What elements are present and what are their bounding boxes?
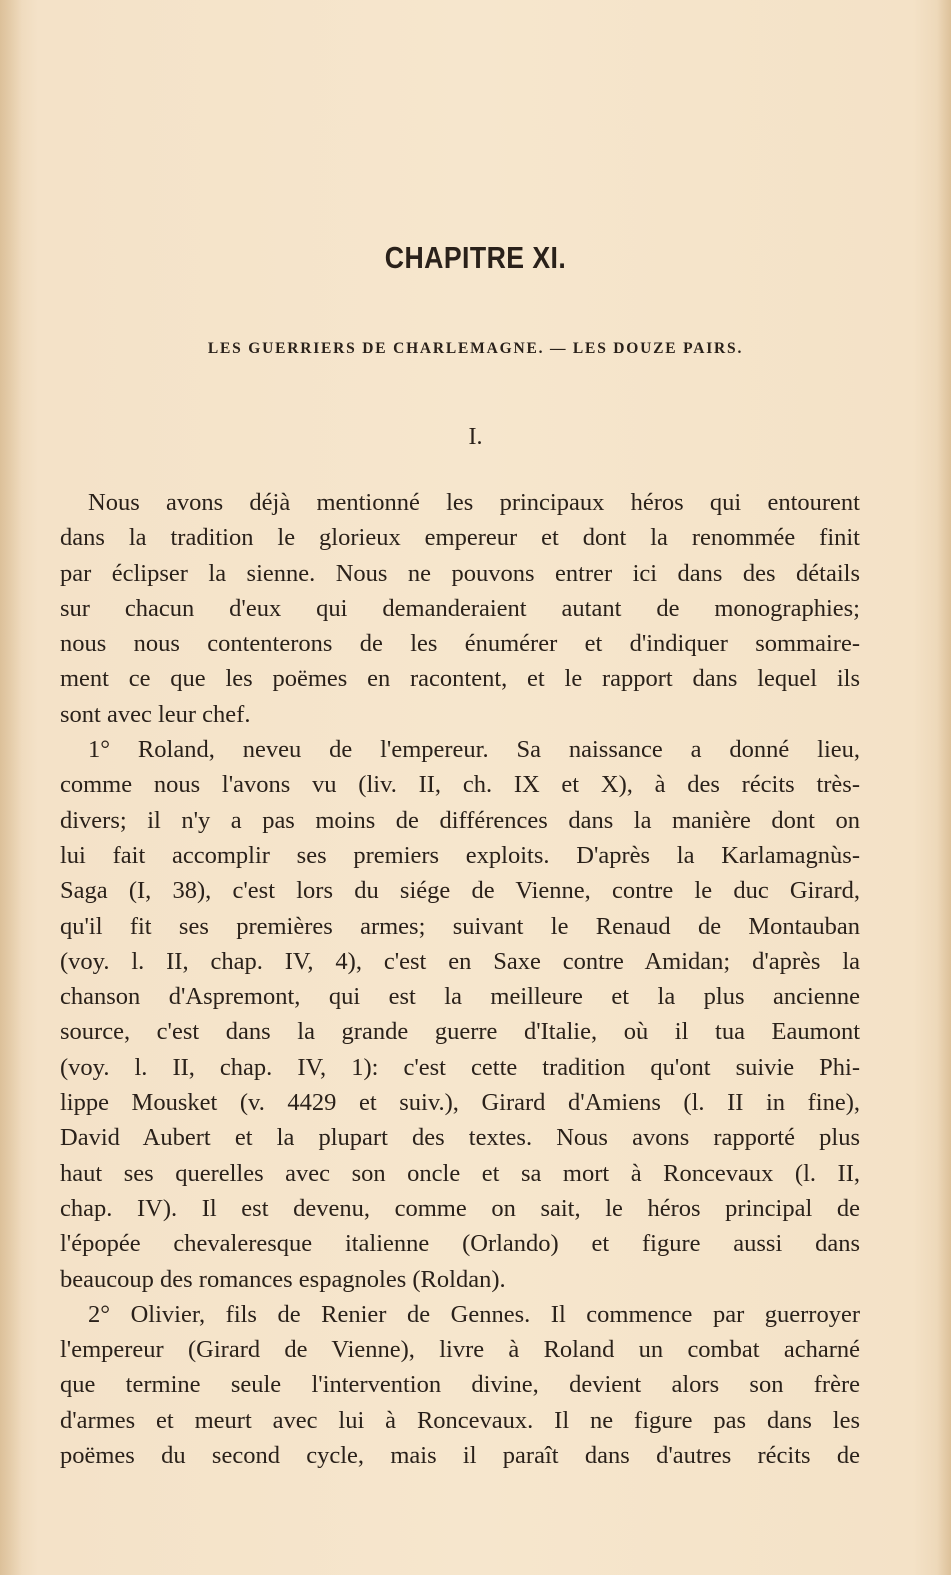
text-line: que termine seule l'intervention divine, devient alors son frère	[60, 1371, 860, 1399]
text-line: Saga (I, 38), c'est lors du siége de Vienne, contre le duc Girard,	[60, 877, 860, 905]
text-line: sur chacun d'eux qui demanderaient autant de monographies;	[60, 594, 860, 622]
text-line: (voy. l. II, chap. IV, 1): c'est cette tradition qu'ont suivie Phi-	[60, 1053, 860, 1081]
text-line: par éclipser la sienne. Nous ne pouvons entrer ici dans des détails	[60, 559, 860, 587]
text-line: haut ses querelles avec son oncle et sa mort à Roncevaux (l. II,	[60, 1159, 860, 1187]
section-number: I.	[468, 424, 483, 450]
text-line: dans la tradition le glorieux empereur et dont la renommée finit	[60, 524, 860, 552]
text-line: qu'il fit ses premières armes; suivant le Renaud de Montauban	[60, 912, 860, 940]
chapter-subtitle: LES GUERRIERS DE CHARLEMAGNE. — LES DOUZE PAIRS.	[207, 340, 744, 357]
text-line: source, c'est dans la grande guerre d'Italie, où il tua Eaumont	[60, 1018, 860, 1046]
paper-stain-right	[937, 0, 951, 1575]
text-line: divers; il n'y a pas moins de différences dans la manière dont on	[60, 806, 860, 834]
chapter-title: CHAPITRE XI.	[384, 240, 567, 275]
text-line: poëmes du second cycle, mais il paraît dans d'autres récits de	[60, 1442, 860, 1470]
text-line: l'épopée chevaleresque italienne (Orlando) et figure aussi dans	[60, 1230, 860, 1258]
text-line: ment ce que les poëmes en racontent, et le rapport dans lequel ils	[60, 665, 860, 693]
text-line: 1° Roland, neveu de l'empereur. Sa naissance a donné lieu,	[88, 736, 860, 764]
text-line: Nous avons déjà mentionné les principaux héros qui entourent	[88, 489, 860, 516]
text-line: sont avec leur chef.	[60, 700, 251, 728]
text-line: David Aubert et la plupart des textes. Nous avons rapporté plus	[60, 1124, 860, 1152]
text-line: chap. IV). Il est devenu, comme on sait, le héros principal de	[60, 1194, 860, 1222]
text-line: lippe Mousket (v. 4429 et suiv.), Girard d'Amiens (l. II in fine),	[60, 1089, 860, 1117]
text-line: chanson d'Aspremont, qui est la meilleure et la plus ancienne	[60, 983, 860, 1011]
text-line: nous nous contenterons de les énumérer et d'indiquer sommaire-	[60, 630, 860, 658]
text-line: (voy. l. II, chap. IV, 4), c'est en Saxe contre Amidan; d'après la	[60, 947, 860, 975]
text-line: d'armes et meurt avec lui à Roncevaux. Il ne figure pas dans les	[60, 1406, 860, 1434]
text-line: lui fait accomplir ses premiers exploits. D'après la Karlamagnùs-	[60, 841, 860, 869]
paper-stain-left	[0, 0, 22, 1575]
text-line: 2° Olivier, fils de Renier de Gennes. Il commence par guerroyer	[88, 1300, 860, 1328]
text-line: comme nous l'avons vu (liv. II, ch. IX et X), à des récits très-	[60, 771, 860, 799]
text-line: l'empereur (Girard de Vienne), livre à Roland un combat acharné	[60, 1336, 860, 1364]
text-line: beaucoup des romances espagnoles (Roldan).	[60, 1265, 506, 1293]
body-text	[60, 485, 860, 1473]
